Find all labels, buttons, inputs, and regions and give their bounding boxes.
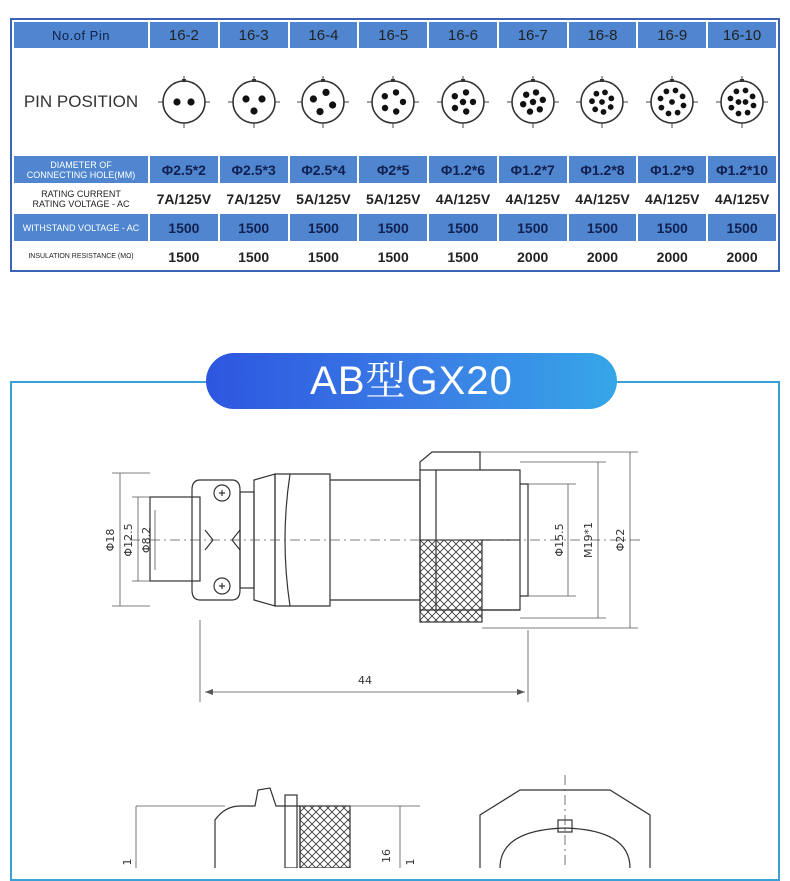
cell-diameter: Φ1.2*9 (638, 156, 706, 183)
cell-pin: 16-10 (708, 22, 776, 48)
receptacle-knurl (300, 806, 350, 868)
cell-rating: 5A/125V (290, 185, 358, 212)
dim-bottom-1b: 1 (404, 858, 417, 866)
plug-grip-ring (275, 474, 330, 606)
cell-withstand: 1500 (569, 214, 637, 241)
cell-rating: 4A/125V (429, 185, 497, 212)
label-withstand: WITHSTAND VOLTAGE - AC (14, 214, 148, 241)
dim-bottom-1a: 1 (121, 858, 134, 866)
cell-diameter: Φ1.2*8 (569, 156, 637, 183)
cell-rating: 4A/125V (569, 185, 637, 212)
cell-diameter: Φ1.2*6 (429, 156, 497, 183)
cell-withstand: 1500 (429, 214, 497, 241)
cell-pin: 16-5 (359, 22, 427, 48)
cell-withstand: 1500 (708, 214, 776, 241)
cell-pin: 16-6 (429, 22, 497, 48)
cell-diameter: Φ2*5 (359, 156, 427, 183)
cell-insulation: 2000 (499, 243, 567, 270)
cell-rating: 4A/125V (638, 185, 706, 212)
cell-rating: 5A/125V (359, 185, 427, 212)
cell-insulation: 2000 (638, 243, 706, 270)
knurled-nut (420, 540, 482, 622)
cell-withstand: 1500 (638, 214, 706, 241)
cell-diameter: Φ1.2*7 (499, 156, 567, 183)
cell-rating: 4A/125V (499, 185, 567, 212)
cell-insulation: 1500 (429, 243, 497, 270)
dim-phi8-2: Φ8.2 (140, 526, 153, 554)
cell-rating: 7A/125V (220, 185, 288, 212)
dim-phi22: Φ22 (614, 528, 627, 552)
dim-phi18: Φ18 (104, 528, 117, 552)
cell-withstand: 1500 (290, 214, 358, 241)
cell-insulation: 2000 (708, 243, 776, 270)
cell-pin: 16-3 (220, 22, 288, 48)
cell-diameter: Φ2.5*4 (290, 156, 358, 183)
dim-m19: M19*1 (582, 522, 595, 558)
coupling-nut-top (420, 452, 480, 470)
cell-withstand: 1500 (359, 214, 427, 241)
cell-rating: 4A/125V (708, 185, 776, 212)
label-rating: RATING CURRENT RATING VOLTAGE - AC (14, 185, 148, 212)
cell-insulation: 1500 (359, 243, 427, 270)
dim-length-44: 44 (358, 674, 372, 687)
label-pin-position: PIN POSITION (14, 50, 148, 154)
cell-pin: 16-8 (569, 22, 637, 48)
cell-withstand: 1500 (150, 214, 218, 241)
cell-rating: 7A/125V (150, 185, 218, 212)
cell-diameter: Φ1.2*10 (708, 156, 776, 183)
cell-diameter: Φ2.5*2 (150, 156, 218, 183)
cell-diameter: Φ2.5*3 (220, 156, 288, 183)
cell-pin: 16-2 (150, 22, 218, 48)
label-diameter: DIAMETER OF CONNECTING HOLE(MM) (14, 156, 148, 183)
cell-insulation: 1500 (220, 243, 288, 270)
cell-insulation: 1500 (290, 243, 358, 270)
label-pin-number: No.of Pin (14, 22, 148, 48)
dim-bottom-16: 16 (380, 849, 393, 863)
dim-phi15-5: Φ15.5 (553, 523, 566, 557)
cell-insulation: 1500 (150, 243, 218, 270)
cell-pin: 16-9 (638, 22, 706, 48)
model-title-banner: AB型GX20 (206, 353, 617, 409)
dim-phi12-5: Φ12.5 (122, 523, 135, 557)
cell-withstand: 1500 (220, 214, 288, 241)
receptacle-side-body (215, 788, 300, 868)
cell-pin: 16-7 (499, 22, 567, 48)
label-insulation: INSULATION RESISTANCE (MΩ) (14, 243, 148, 270)
cell-insulation: 2000 (569, 243, 637, 270)
cell-pin: 16-4 (290, 22, 358, 48)
cell-withstand: 1500 (499, 214, 567, 241)
